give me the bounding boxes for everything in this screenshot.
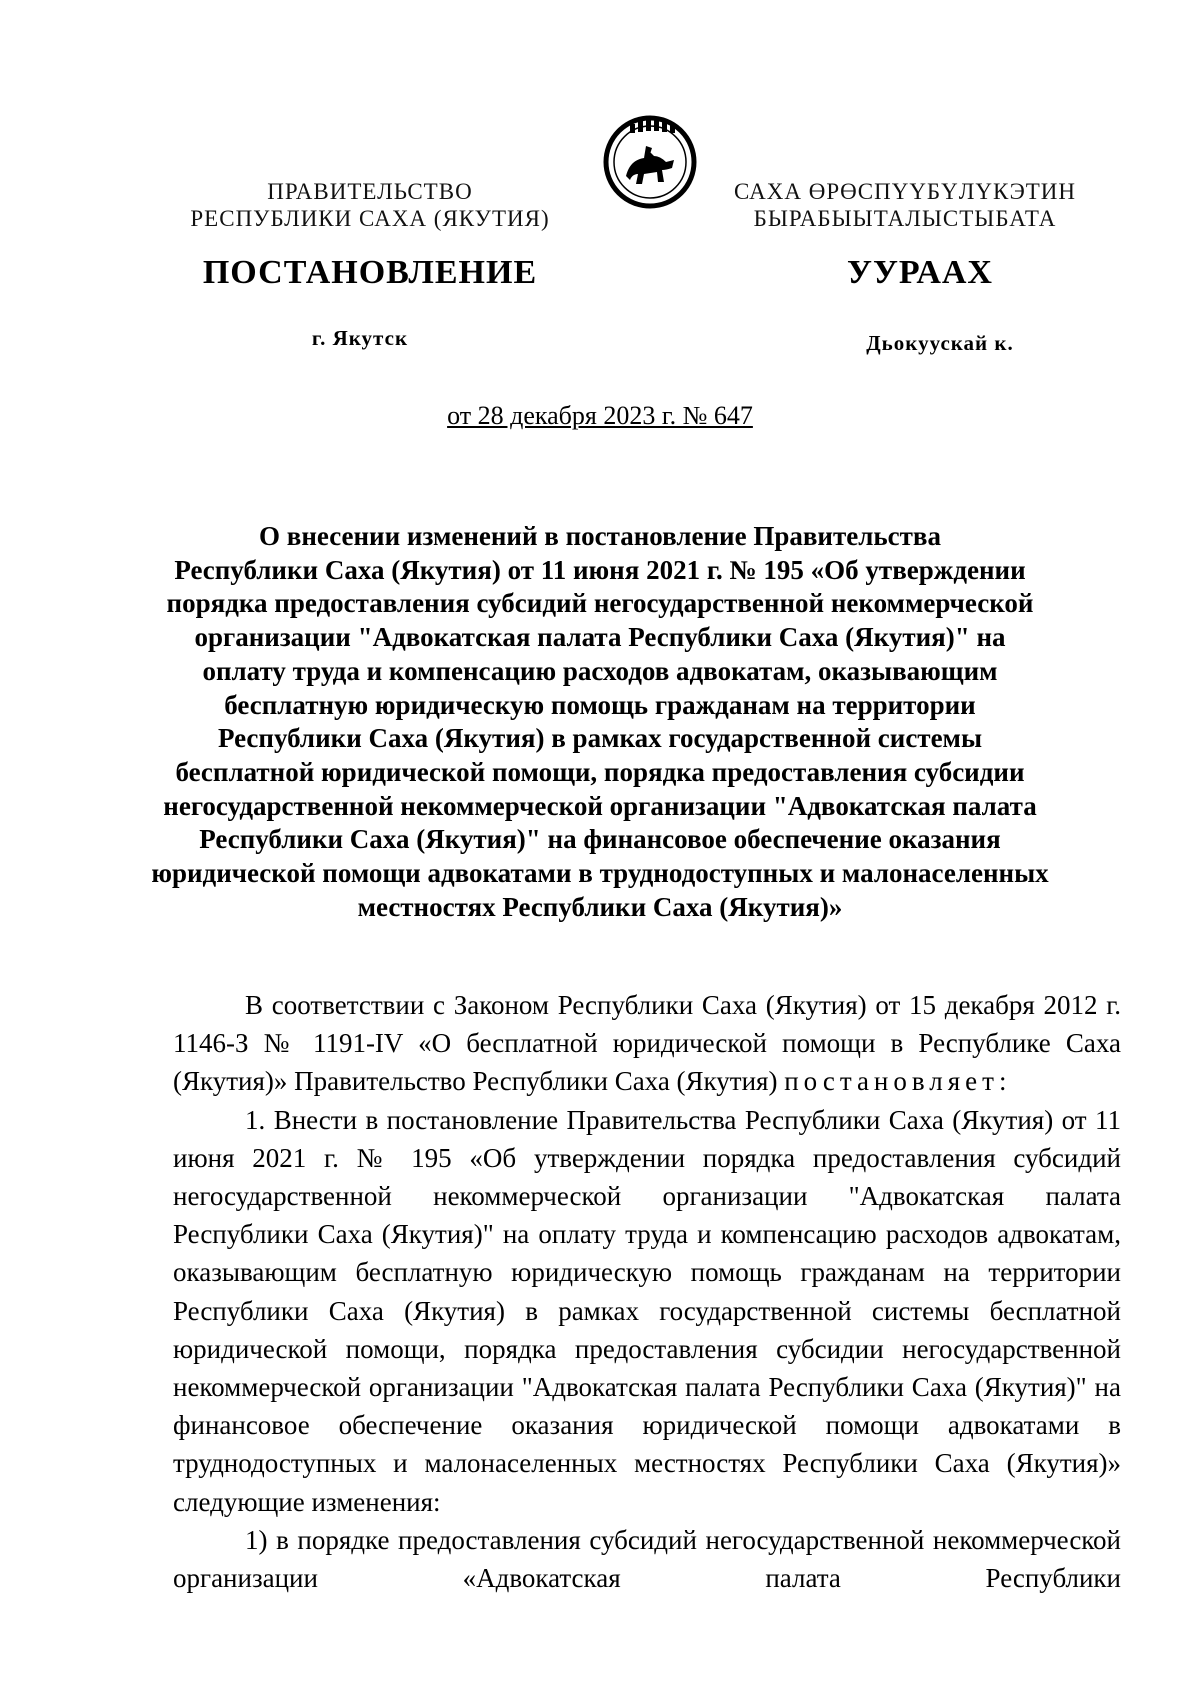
header-left-line2: РЕСПУБЛИКИ САХА (ЯКУТИЯ) — [190, 206, 550, 231]
city-ru: г. Якутск — [311, 326, 409, 350]
title-line: Республики Саха (Якутия) в рамках государственной системы — [217, 723, 983, 754]
title-line: организации "Адвокатская палата Республики Саха (Якутия)" на — [194, 622, 1006, 653]
title-line: бесплатную юридическую помощь гражданам на территории — [224, 689, 976, 720]
title-line: порядка предоставления субсидий негосударственной некоммерческой — [166, 588, 1034, 619]
para1-text: В соответствии с Законом Республики Саха (Якутия) от 15 декабря 2012 г. 1146-З № 1191-IV «О бесплатной юридической помощи в Республике Саха (Якутия)» Правительство Республики Саха (Якутия) — [173, 990, 1121, 1097]
para1-verb: постановляет: — [784, 1066, 1012, 1097]
title-line: юридической помощи адвокатами в труднодоступных и малонаселенных — [151, 858, 1049, 889]
doc-type-sah: УУРААХ — [847, 254, 993, 291]
header-left-line1: ПРАВИТЕЛЬСТВО — [267, 179, 473, 204]
date-text: от 28 декабря 2023 г. № 647 — [447, 401, 753, 430]
header-right-line2: БЫРАБЫЫТАЛЫСТЫБАТА — [753, 206, 1057, 231]
document-title — [140, 520, 1060, 924]
body-paragraph-3: 1) в порядке предоставления субсидий негосударственной некоммерческой организации «Адвокатская палата Республики — [173, 1524, 1121, 1594]
header-right-block — [720, 178, 1090, 232]
sakha-emblem-icon — [600, 112, 700, 212]
header-left-block — [160, 178, 580, 232]
title-line: О внесении изменений в постановление Правительства — [259, 521, 941, 551]
header-right-line1: САХА ӨРӨСПҮҮБҮЛҮКЭТИН — [733, 179, 1077, 204]
title-line: негосударственной некоммерческой организации "Адвокатская палата — [163, 790, 1037, 821]
title-line: оплату труда и компенсацию расходов адвокатам, оказывающим — [202, 655, 998, 686]
doc-type-ru: ПОСТАНОВЛЕНИЕ — [202, 254, 538, 291]
document-body — [173, 986, 1121, 1597]
body-paragraph-2: 1. Внести в постановление Правительства Республики Саха (Якутия) от 11 июня 2021 г. № 195 «Об утверждении порядка предоставления субсидий негосударственной некоммерческой организации "Адвокатская палата Республики Саха (Якутия)" на оплату труда и компенсацию расходов адвокатам, оказывающим бесплатную юридическую помощь гражданам на территории Республики Саха (Якутия) в рамках государственной системы бесплатной юридической помощи, порядка предоставления субсидии негосударственной некоммерческой организации "Адвокатская палата Республики Саха (Якутия)" на финансовое обеспечение оказания юридической помощи адвокатами в труднодоступных и малонаселенных местностях Республики Саха (Якутия)» следующие изменения: — [173, 1104, 1121, 1517]
date-line — [0, 401, 1200, 431]
title-line: Республики Саха (Якутия)" на финансовое обеспечение оказания — [199, 824, 1001, 855]
title-line: бесплатной юридической помощи, порядка предоставления субсидии — [175, 756, 1025, 787]
title-line: местностях Республики Саха (Якутия)» — [357, 891, 843, 922]
city-sah: Дьокуускай к. — [866, 331, 1014, 355]
body-paragraph-1 — [173, 986, 1121, 1101]
title-line: Республики Саха (Якутия) от 11 июня 2021 г. № 195 «Об утверждении — [174, 554, 1026, 585]
